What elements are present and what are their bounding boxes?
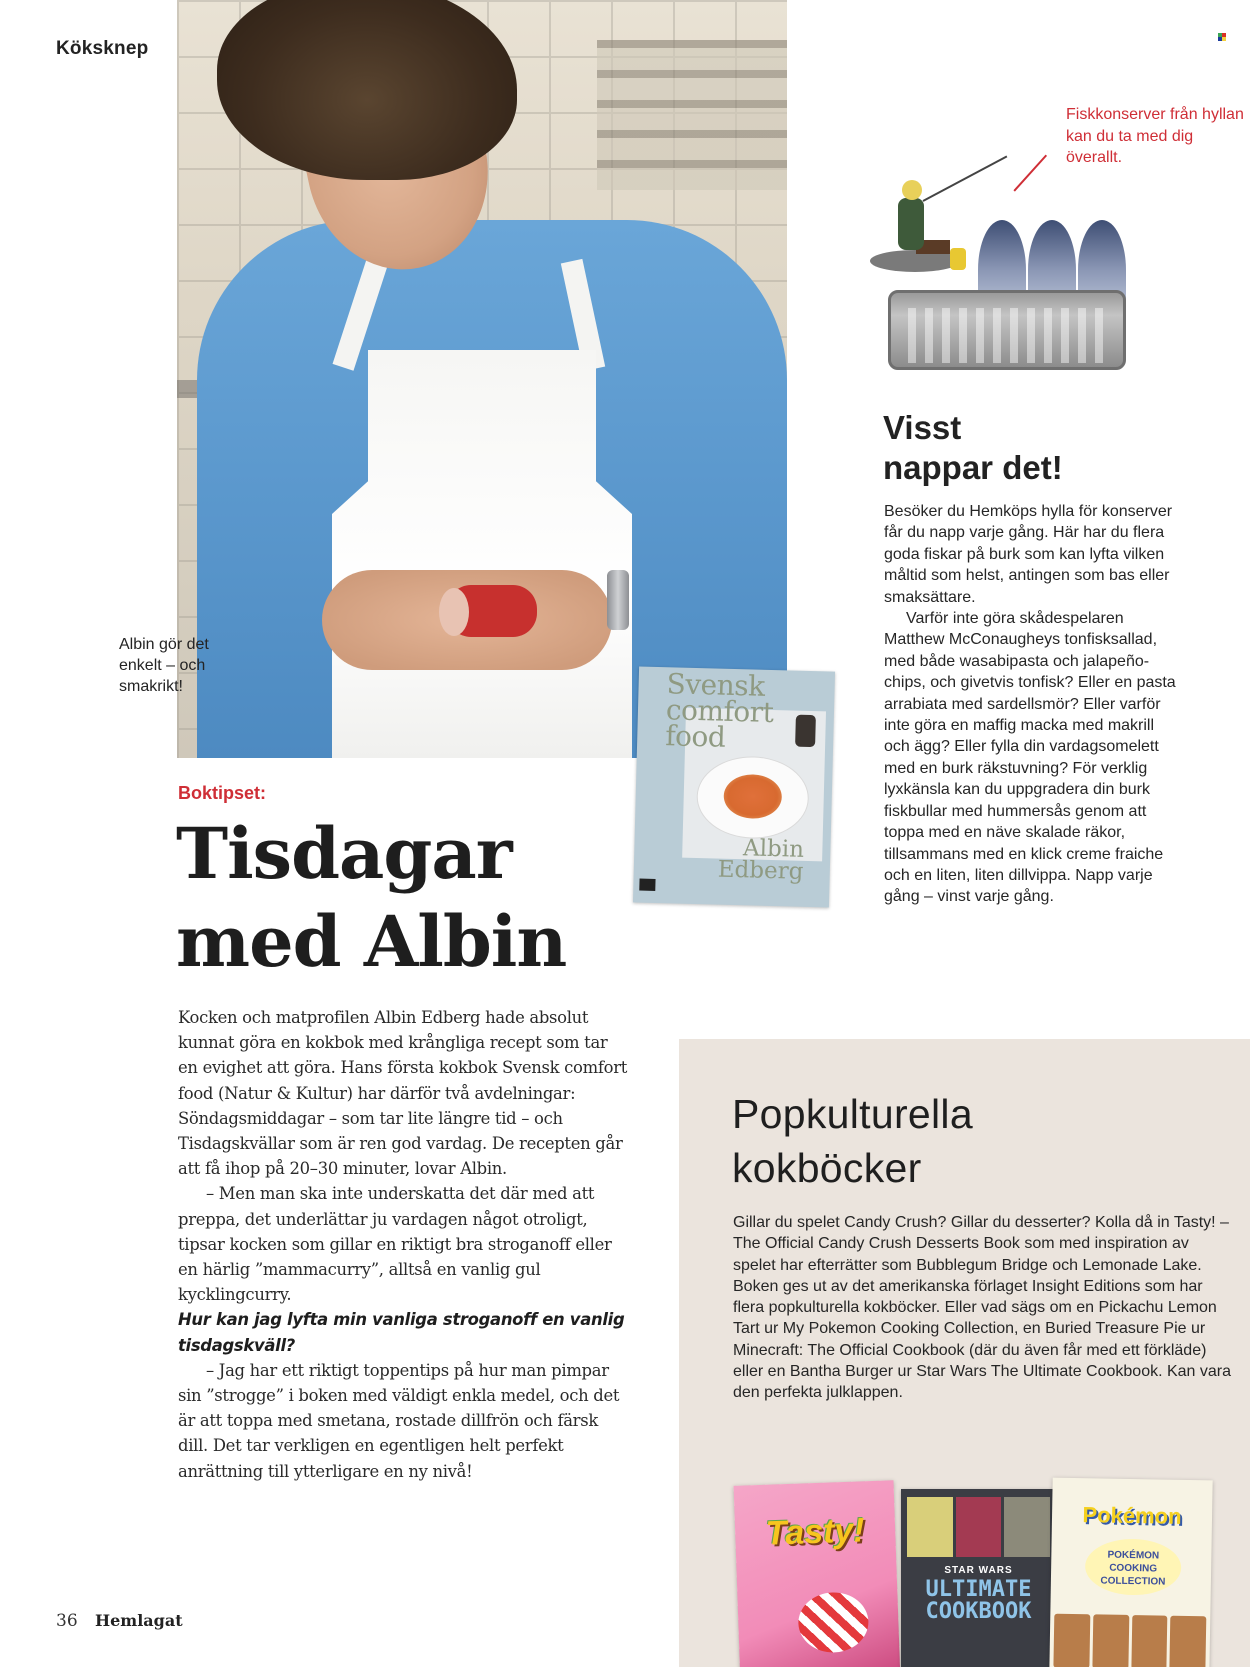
photo-caption: Albin gör det enkelt – och smakrikt!	[119, 636, 209, 695]
article-headline: Tisdagar med Albin	[176, 812, 567, 983]
pepper-mill-icon	[795, 715, 816, 748]
sidebar-body	[884, 501, 1184, 908]
sidebar-heading: Visst nappar det!	[883, 409, 1063, 486]
magazine-name: Hemlagat	[95, 1611, 183, 1630]
publisher-logo-icon	[639, 879, 655, 891]
brand-logo-icon	[1218, 33, 1226, 41]
pop-culture-heading: Popkulturella kokböcker	[732, 1091, 973, 1191]
book-cover-star-wars: STAR WARS ULTIMATE COOKBOOK	[901, 1489, 1056, 1667]
article-paragraph: – Men man ska inte underskatta det där med att preppa, det underlättar ju vardagen något otroligt, tipsar kocken som gillar en riktigt bra stroganoff eller en härlig ”mammacurry”, alltså en vanlig gul kycklingcurry.	[178, 1184, 612, 1305]
interview-answer: – Jag har ett riktigt toppentips på hur man pimpar sin ”strogge” i boken med väldigt enkla medel, och det är att toppa med smetana, rostade dillfrön och färsk dill. Det tar verkligen en egentligen helt perfekt anrättning till ytterligare en ny nivå!	[178, 1360, 620, 1481]
interview-question: Hur kan jag lyfta min vanliga stroganoff en vanlig tisdagskväll?	[178, 1310, 625, 1355]
book-cover-svensk-comfort-food	[633, 666, 835, 907]
book-cover-tasty: Tasty!	[734, 1480, 901, 1667]
article-paragraph: Kocken och matprofilen Albin Edberg hade absolut kunnat göra en kokbok med krångliga recept som tar en evighet att göra. Hans första kokbok Svensk comfort food (Natur & Kultur) har därför två avdelningar: Söndagsmiddagar – som tar lite längre tid – och Tisdagskvällar som är ren god vardag. De recepten går att få ihop på 20–30 minuter, lovar Albin.	[178, 1008, 628, 1179]
sidebar-paragraph: Besöker du Hemköps hylla för konserver får du napp varje gång. Här har du flera goda fiskar på burk som kan lyfta vilken måltid som helst, antingen som bas eller smaksättare.	[884, 503, 1173, 606]
pop-culture-body: Gillar du spelet Candy Crush? Gillar du desserter? Kolla då in Tasty! – The Official Candy Crush Desserts Book som med inspiration av spelet har efterrätter som Bubblegum Bridge och Lemonade Lake. Boken ges ut av det amerikanska förlaget Insight Editions som har flera popkulturella kokböcker. Eller vad sägs om en Pickachu Lemon Tart ur My Pokemon Cooking Collection, en Buried Treasure Pie ur Minecraft: The Official Cookbook (där du även får med ett förkläde) eller en Bantha Burger ur Star Wars The Ultimate Cookbook. Kan vara den perfekta julklappen.	[733, 1214, 1232, 1402]
article-body	[178, 1005, 628, 1484]
section-label: Köksknep	[56, 38, 149, 59]
sidebar-paragraph: Varför inte göra skådespelaren Matthew McConaugheys tonfisksallad, med både wasabipasta och jalapeño-chips, och givetvis tonfisk? Eller en pasta arrabiata med sardellsmör? Eller varför inte göra en maffig macka med makrill och ägg? Eller fylla din vardagsomelett med en burk räkstuvning? För verklig lyxkänsla kan du uppgradera din burk fiskbullar med hummersås genom att toppa med en näve skalade räkor, tillsammans med en klick creme fraiche och en liten, liten dillvippa. Napp varje gång – vinst varje gång.	[884, 610, 1176, 906]
fish-tin-illustration	[868, 180, 1138, 385]
book-cover-author: Albin Edberg	[717, 835, 805, 885]
article-kicker: Boktipset:	[178, 783, 267, 803]
book-cover-title: Svensk comfort food	[664, 667, 774, 754]
hero-photo	[177, 0, 787, 758]
pop-culture-box	[679, 1039, 1250, 1667]
book-cover-pokemon: Pokémon POKÉMON COOKING COLLECTION	[1049, 1478, 1212, 1667]
illustration-callout: Fiskkonserver från hyllan kan du ta med dig överallt.	[1066, 106, 1244, 166]
page-number: 36	[56, 1611, 78, 1631]
